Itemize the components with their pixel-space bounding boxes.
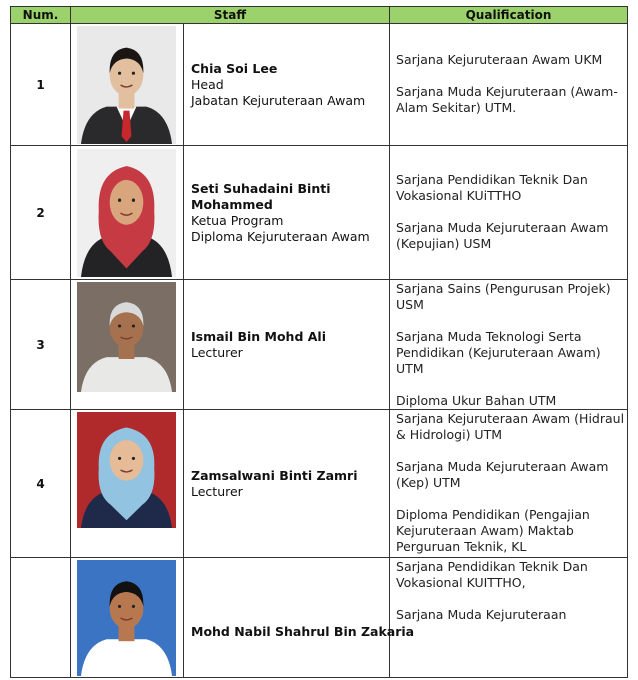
qualification-item: Sarjana Muda Kejuruteraan Awam (Kepujian) USM [396, 220, 609, 251]
staff-name: Chia Soi Lee [191, 60, 278, 76]
portrait-illustration [77, 282, 176, 392]
table-row [11, 24, 628, 146]
row-number: 3 [11, 280, 71, 410]
num-header: Num. [11, 7, 71, 24]
qualification-item: Sarjana Pendidikan Teknik Dan Vokasional KUITTHO, [396, 559, 588, 590]
qualification-header: Qualification [390, 7, 628, 24]
staff-photo [77, 412, 176, 528]
staff-photo [77, 282, 176, 392]
staff-info [184, 24, 390, 146]
qualification-item: Sarjana Sains (Pengurusan Projek) USM [396, 281, 611, 312]
staff-role: Lecturer [191, 483, 243, 499]
staff-photo [77, 560, 176, 676]
qualification-item: Diploma Ukur Bahan UTM [396, 393, 557, 408]
qualification-item: Diploma Pendidikan (Pengajian Kejuruteraan Awam) Maktab Perguruan Teknik, KL [396, 507, 590, 554]
staff-role: Ketua Program [191, 212, 284, 228]
staff-name: Zamsalwani Binti Zamri [191, 467, 358, 483]
staff-table [10, 6, 628, 678]
portrait-illustration [77, 412, 176, 528]
staff-info [184, 410, 390, 558]
table-row [11, 146, 628, 280]
staff-name: Seti Suhadaini Binti Mohammed [191, 180, 331, 212]
staff-photo [77, 149, 176, 277]
qualification-item: Sarjana Kejuruteraan Awam (Hidraul & Hidrologi) UTM [396, 411, 625, 442]
staff-info [184, 280, 390, 410]
portrait-illustration [77, 560, 176, 676]
table-row [11, 280, 628, 410]
staff-header: Staff [71, 7, 390, 24]
row-number: 4 [11, 410, 71, 558]
staff-name: Mohd Nabil Shahrul Bin Zakaria [191, 624, 415, 639]
row-number: 1 [11, 24, 71, 146]
staff-role: Lecturer [191, 344, 243, 360]
staff-name: Ismail Bin Mohd Ali [191, 328, 327, 344]
staff-department: Diploma Kejuruteraan Awam [191, 228, 370, 244]
staff-role: Head [191, 76, 224, 92]
staff-department: Jabatan Kejuruteraan Awam [191, 92, 366, 108]
staff-info [184, 558, 415, 678]
staff-photo [77, 26, 176, 144]
portrait-illustration [77, 149, 176, 277]
qualification-cell [390, 558, 628, 678]
qualification-cell [390, 146, 628, 280]
table-row [11, 410, 628, 558]
qualification-cell [390, 280, 628, 410]
staff-info [184, 146, 390, 280]
qualification-item: Sarjana Kejuruteraan Awam UKM [396, 52, 603, 67]
qualification-cell [390, 24, 628, 146]
row-number: 2 [11, 146, 71, 280]
qualification-item: Sarjana Muda Kejuruteraan Awam (Kep) UTM [396, 459, 609, 490]
qualification-item: Sarjana Pendidikan Teknik Dan Vokasional KUiTTHO [396, 172, 588, 203]
qualification-item: Sarjana Muda Kejuruteraan (Awam- Alam Sekitar) UTM. [396, 84, 618, 115]
header-row [11, 7, 628, 24]
table-row [11, 558, 628, 678]
qualification-item: Sarjana Muda Kejuruteraan [396, 607, 567, 622]
portrait-illustration [77, 26, 176, 144]
qualification-cell [390, 410, 628, 558]
qualification-item: Sarjana Muda Teknologi Serta Pendidikan (Kejuruteraan Awam) UTM [396, 329, 601, 376]
